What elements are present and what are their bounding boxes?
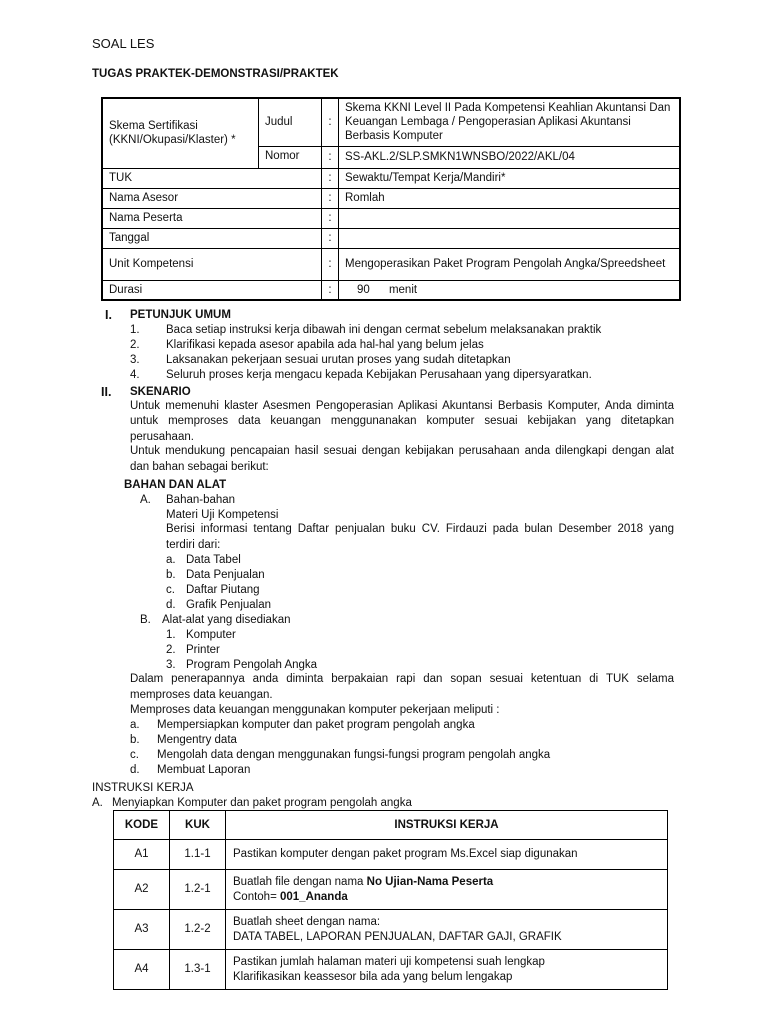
colon: : [322,168,339,188]
step-item: Membuat Laporan [157,764,251,776]
skema-label: Skema Sertifikasi (KKNI/Okupasi/Klaster) * [102,98,259,168]
subsection-label: A. [140,494,151,506]
cell-instruksi [226,910,668,950]
tuk-value: Sewaktu/Tempat Kerja/Mandiri* [339,168,681,188]
list-item: Daftar Piutang [186,584,260,596]
list-item-number: 2. [130,339,140,351]
list-item-letter: d. [166,599,176,611]
list-item: Data Penjualan [186,569,265,581]
paragraph-line: Untuk memenuhi klaster Asesmen Pengoperasian Aplikasi Akuntansi Berbasis Komputer, Anda diminta [130,400,674,412]
paragraph-line: dan bahan sebagai berikut: [130,461,269,473]
step-letter: b. [130,734,140,746]
section-2-title: SKENARIO [130,386,191,398]
task-title: TUGAS PRAKTEK-DEMONSTRASI/PRAKTEK [92,68,339,80]
cell-kode: A2 [114,870,170,910]
step-item: Mengentry data [157,734,237,746]
colon: : [322,280,339,300]
colon: : [322,188,339,208]
cell-kuk: 1.1-1 [170,840,226,870]
cell-kuk: 1.2-1 [170,870,226,910]
list-item-letter: c. [166,584,175,596]
durasi-value: 90 menit [339,280,681,300]
list-item-number: 4. [130,369,140,381]
cell-kuk: 1.2-2 [170,910,226,950]
paragraph-line: Memproses data keuangan menggunakan komputer pekerjaan meliputi : [130,704,500,716]
list-item-number: 1. [166,629,176,641]
colon: : [322,208,339,228]
cell-kuk: 1.3-1 [170,950,226,990]
column-header-instruksi: INSTRUKSI KERJA [226,811,668,840]
instruksi-text: Pastikan jumlah halaman materi uji kompetensi suah lengkap [233,955,545,968]
cell-instruksi: Pastikan komputer dengan paket program Ms.Excel siap digunakan [226,840,668,870]
list-item-number: 3. [130,354,140,366]
list-item: Komputer [186,629,236,641]
colon: : [322,228,339,248]
asesor-label: Nama Asesor [102,188,322,208]
subsection-title: Alat-alat yang disediakan [162,614,291,626]
step-letter: c. [130,749,139,761]
table-row [114,870,668,910]
instruksi-text: DATA TABEL, LAPORAN PENJUALAN, DAFTAR GAJI, GRAFIK [233,930,562,943]
list-item: Data Tabel [186,554,241,566]
judul-value: Skema KKNI Level II Pada Kompetensi Keahlian Akuntansi Dan Keuangan Lembaga / Pengoperasian Aplikasi Akuntansi Berbasis Komputer [339,98,681,146]
instruksi-text: Klarifikasikan keassesor bila ada yang belum lengakap [233,970,513,983]
list-item-number: 3. [166,659,176,671]
tuk-label: TUK [102,168,322,188]
list-item: Klarifikasi kepada asesor apabila ada hal-hal yang belum jelas [166,339,484,351]
cell-kode: A1 [114,840,170,870]
peserta-value [339,208,681,228]
instruksi-text-bold: 001_Ananda [280,890,348,903]
materi-title: Materi Uji Kompetensi [166,509,279,521]
unit-kompetensi-value: Mengoperasikan Paket Program Pengolah Angka/Spreedsheet [339,248,681,280]
judul-label: Judul [259,98,322,146]
list-item: Baca setiap instruksi kerja dibawah ini dengan cermat sebelum melaksanakan praktik [166,324,602,336]
instruksi-sub-label: A. [92,797,103,809]
instruksi-text-bold: No Ujian-Nama Peserta [366,875,494,888]
paragraph-line: terdiri dari: [166,539,221,551]
section-1-number: I. [105,308,112,322]
instruksi-text: Contoh= [233,890,280,903]
durasi-label: Durasi [102,280,322,300]
list-item-number: 2. [166,644,176,656]
cell-kode: A3 [114,910,170,950]
colon: : [322,98,339,146]
colon: : [322,146,339,168]
instruksi-sub-title: Menyiapkan Komputer dan paket program pengolah angka [112,797,412,809]
nomor-label: Nomor [259,146,322,168]
instruksi-text: Buatlah file dengan nama [233,875,367,888]
list-item: Program Pengolah Angka [186,659,318,671]
list-item-number: 1. [130,324,140,336]
list-item-letter: a. [166,554,176,566]
section-2-number: II. [101,385,112,399]
subsection-label: B. [140,614,151,626]
tanggal-label: Tanggal [102,228,322,248]
list-item: Seluruh proses kerja mengacu kepada Kebijakan Perusahaan yang dipersyaratkan. [166,369,592,381]
step-letter: d. [130,764,140,776]
paragraph-line: Dalam penerapannya anda diminta berpakaian rapi dan sopan sesuai ketentuan di TUK selama [130,673,674,685]
peserta-label: Nama Peserta [102,208,322,228]
cell-instruksi [226,950,668,990]
list-item: Printer [186,644,220,656]
column-header-kode: KODE [114,811,170,840]
list-item: Grafik Penjualan [186,599,272,611]
step-letter: a. [130,719,140,731]
colon: : [322,248,339,280]
tanggal-value [339,228,681,248]
unit-kompetensi-label: Unit Kompetensi [102,248,322,280]
section-1-title: PETUNJUK UMUM [130,309,231,321]
table-row [114,950,668,990]
instruksi-text: Buatlah sheet dengan nama: [233,915,381,928]
list-item-letter: b. [166,569,176,581]
table-row [114,910,668,950]
paragraph-line: untuk memproses data keuangan menggunanakan komputer sesuai kebijakan yang ditetapkan [130,415,674,427]
instruksi-title: INSTRUKSI KERJA [92,782,194,794]
column-header-kuk: KUK [170,811,226,840]
paragraph-line: Untuk mendukung pencapaian hasil sesuai dengan kebijakan perusahaan anda dilengkapi dengan alat [130,445,674,457]
step-item: Mempersiapkan komputer dan paket program pengolah angka [157,719,475,731]
certification-header-table [101,97,681,301]
table-row [114,840,668,870]
subsection-title: Bahan-bahan [166,494,236,506]
bahan-alat-title: BAHAN DAN ALAT [124,479,227,491]
paragraph-line: perusahaan. [130,431,194,443]
list-item: Laksanakan pekerjaan sesuai urutan proses yang sudah ditetapkan [166,354,511,366]
asesor-value: Romlah [339,188,681,208]
instruksi-kerja-table [113,810,668,990]
paragraph-line: Berisi informasi tentang Daftar penjualan buku CV. Firdauzi pada bulan Desember 2018 yang [166,523,674,535]
step-item: Mengolah data dengan menggunakan fungsi-fungsi program pengolah angka [157,749,551,761]
table-header-row [114,811,668,840]
cell-kode: A4 [114,950,170,990]
document-title: SOAL LES [92,36,155,51]
paragraph-line: memproses data keuangan. [130,689,273,701]
cell-instruksi [226,870,668,910]
nomor-value: SS-AKL.2/SLP.SMKN1WNSBO/2022/AKL/04 [339,146,681,168]
